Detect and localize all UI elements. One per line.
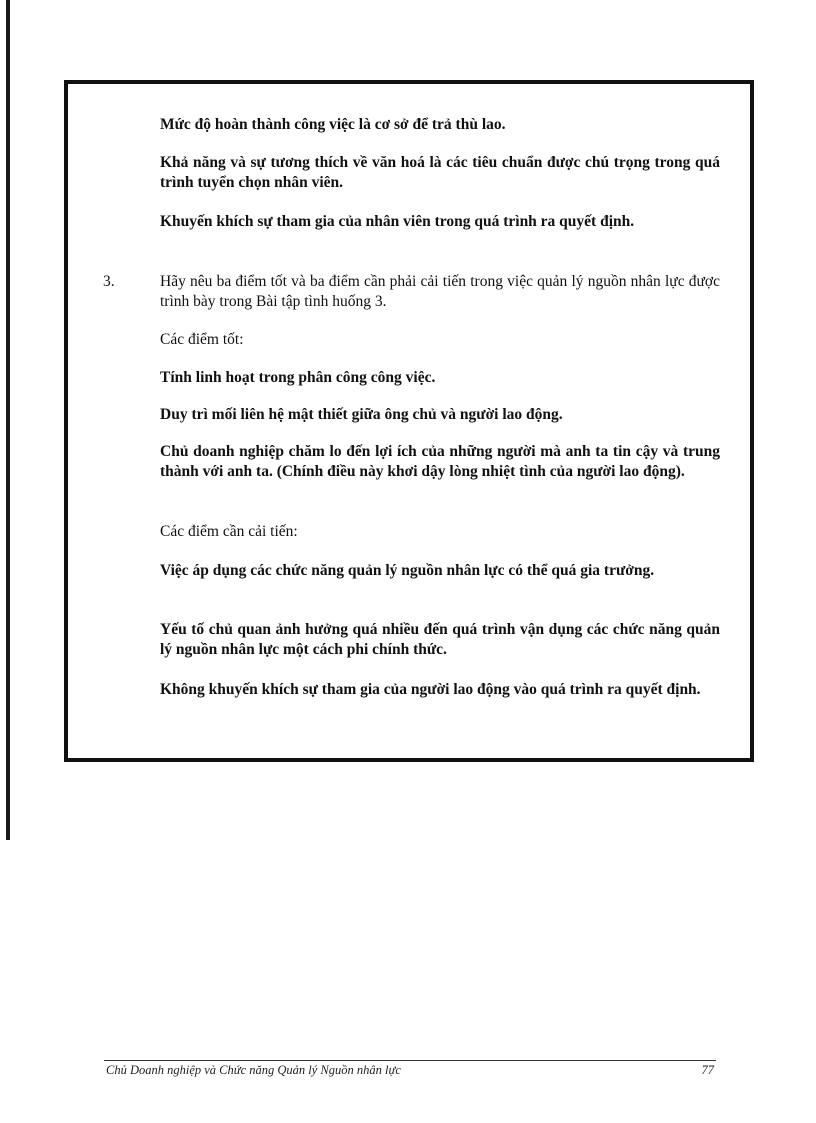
question-text: Hãy nêu ba điểm tốt và ba điểm cần phải cải tiến trong việc quản lý nguồn nhân lực được trình bày trong Bài tập tình huống 3. [160,273,720,310]
item-performance-pay: Mức độ hoàn thành công việc là cơ sở để trả thù lao. [160,116,506,133]
item-cultural-fit: Khả năng và sự tương thích về văn hoá là các tiêu chuẩn được chú trọng trong quá trình tuyển chọn nhân viên. [160,154,720,191]
page-number: 77 [701,1063,714,1077]
footer-rule [104,1060,716,1061]
good-point-care-benefits: Chủ doanh nghiệp chăm lo đến lợi ích của những người mà anh ta tin cậy và trung thành với anh ta. (Chính điều này khơi dậy lòng nhiệt tình của người lao động). [160,443,720,480]
item-encourage-participation: Khuyến khích sự tham gia của nhân viên trong quá trình ra quyết định. [160,213,635,230]
footer-title: Chủ Doanh nghiệp và Chức năng Quản lý Nguồn nhân lực [106,1063,401,1077]
page-edge-bar [6,0,10,840]
improve-point-paternalistic: Việc áp dụng các chức năng quản lý nguồn nhân lực có thể quá gia trưởng. [160,562,655,579]
question-number: 3. [103,273,115,290]
good-point-close-relationship: Duy trì mối liên hệ mật thiết giữa ông chủ và người lao động. [160,406,563,423]
improve-point-no-participation: Không khuyến khích sự tham gia của người lao động vào quá trình ra quyết định. [160,681,701,698]
good-point-flexibility: Tính linh hoạt trong phân công công việc. [160,369,436,386]
good-points-heading: Các điểm tốt: [160,331,244,348]
improve-points-heading: Các điểm cần cải tiến: [160,523,298,540]
improve-point-subjective: Yếu tố chủ quan ảnh hưởng quá nhiều đến quá trình vận dụng các chức năng quản lý nguồn nhân lực một cách phi chính thức. [160,621,720,658]
